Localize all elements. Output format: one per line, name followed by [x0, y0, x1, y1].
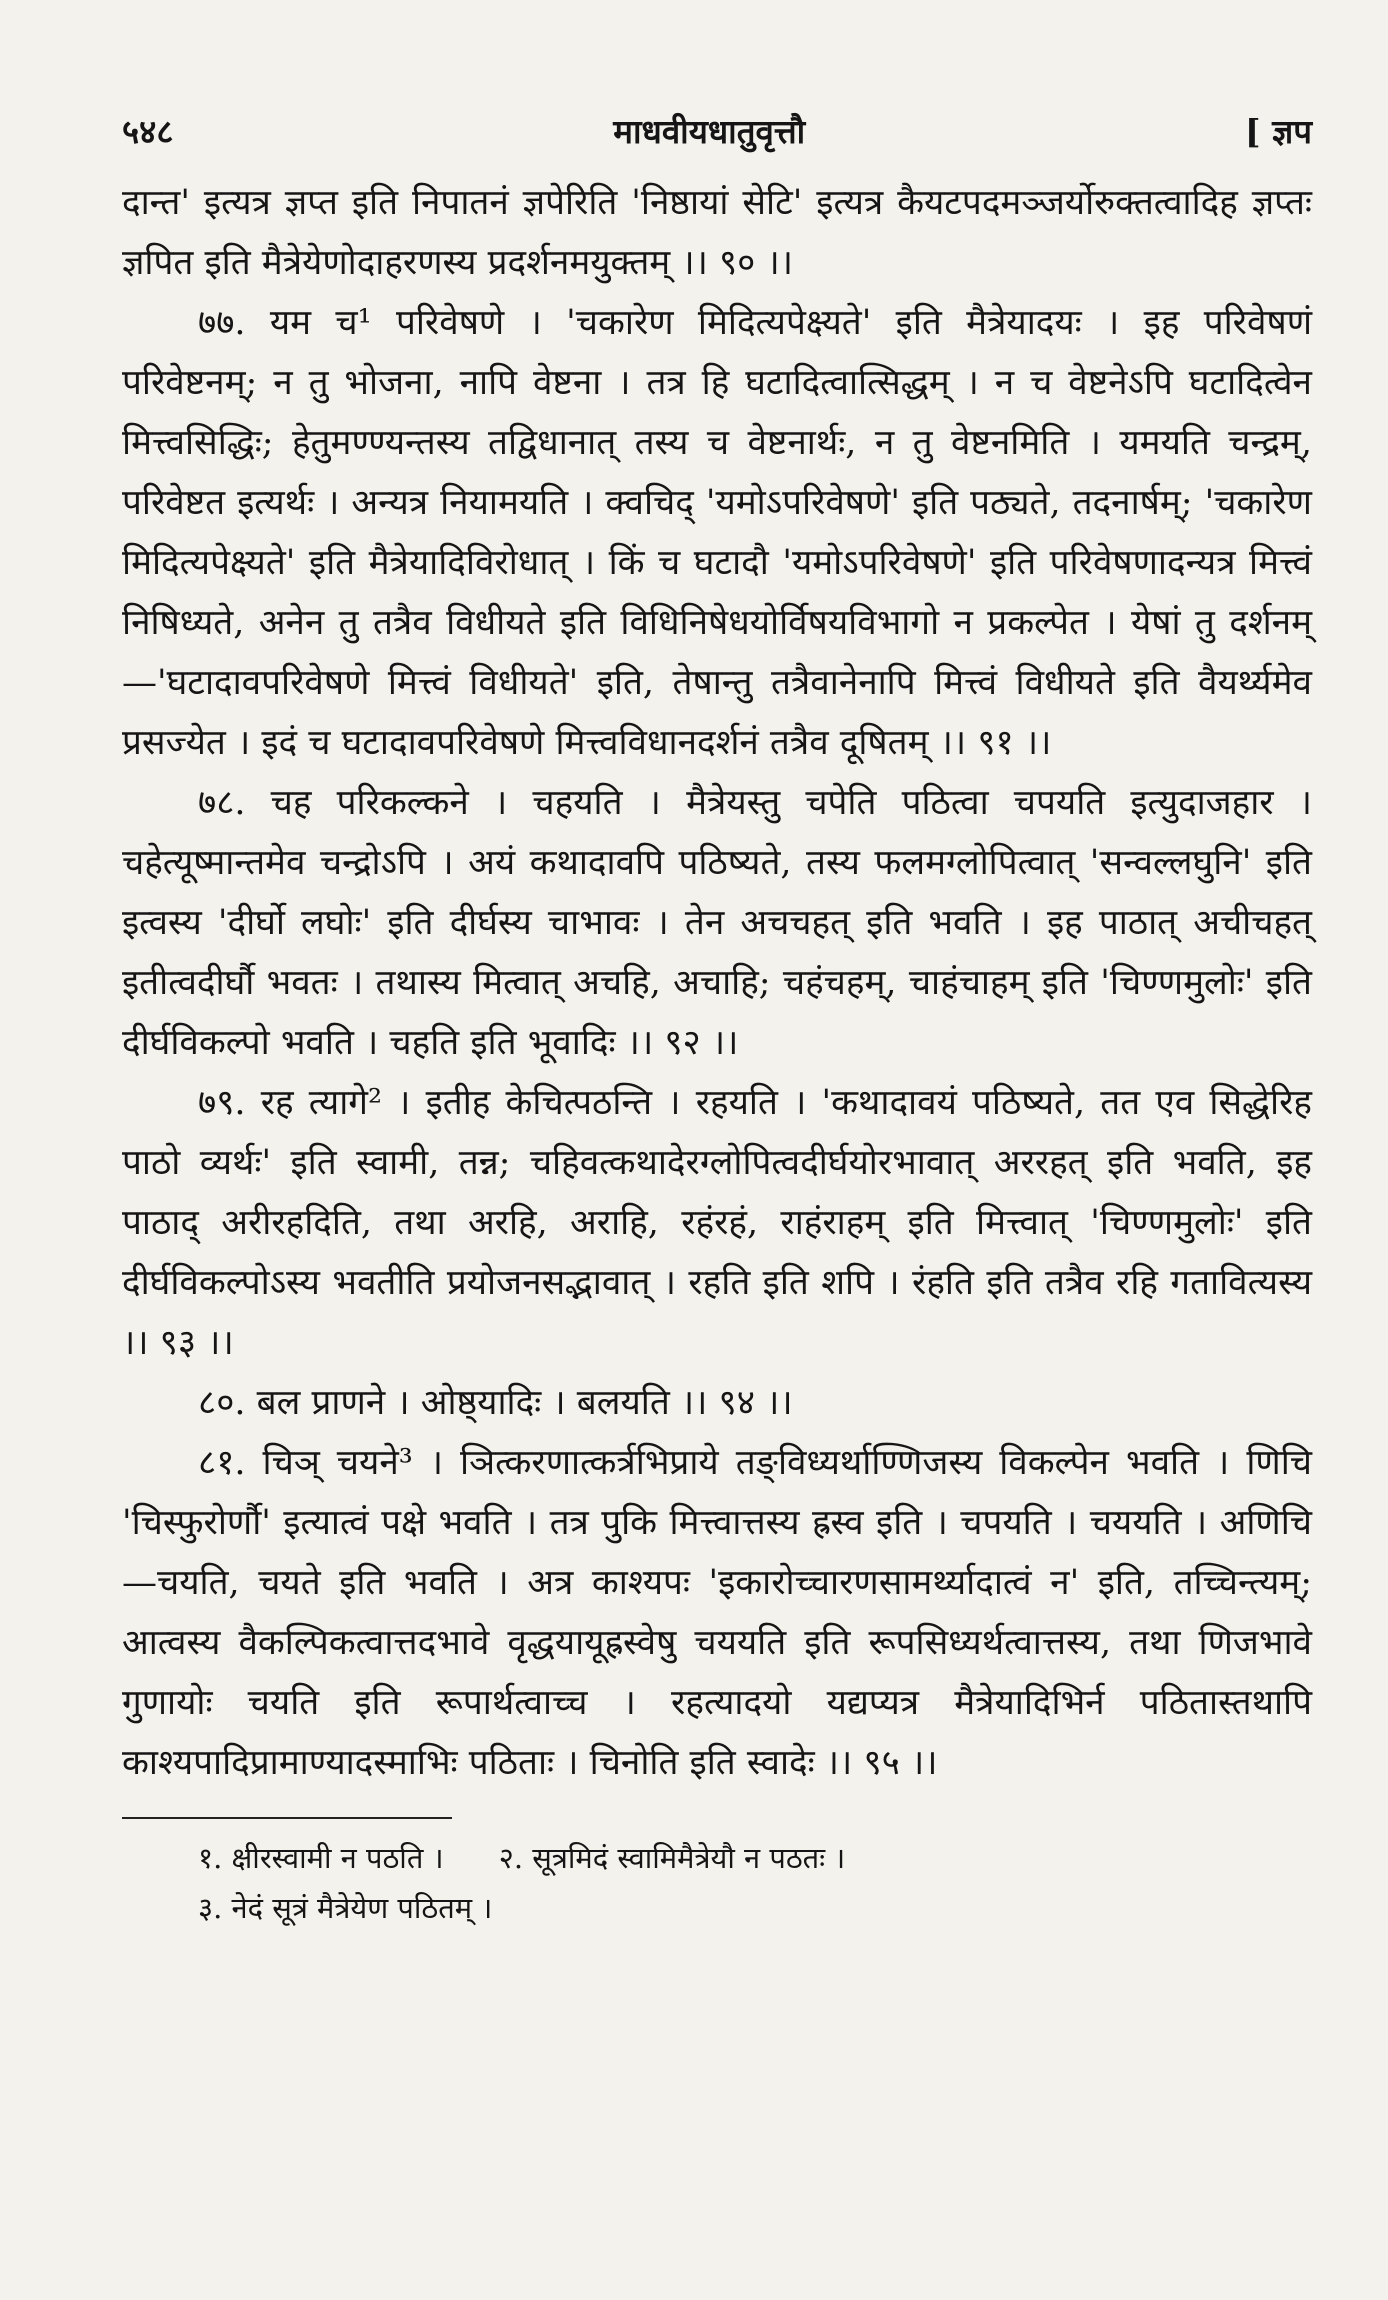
paragraph-sutra-79: ७९. रह त्यागे² । इतीह केचित्पठन्ति । रहयति । 'कथादावयं पठिष्यते, तत एव सिद्धेरिह पाठो व्यर्थः' इति स्वामी, तन्न; चहिवत्कथादेरग्लोपित्वदीर्घयोरभावात् अररहत् इति भवति, इह पाठाद् अरीरहदिति, तथा अरहि, अराहि, रहंरहं, राहंराहम् इति मित्त्वात् 'चिण्णमुलोः' इति दीर्घविकल्पोऽस्य भवतीति प्रयोजनसद्भावात् । रहति इति शपि । रंहति इति तत्रैव रहि गतावित्यस्य ।। ९३ ।। [122, 1083, 1312, 1363]
running-title: माधवीयधातुवृत्तौ [613, 112, 806, 151]
paragraph-sutra-80: ८०. बल प्राणने । ओष्ठ्यादिः । बलयति ।। ९४ ।। [198, 1383, 793, 1423]
running-header [122, 108, 1312, 153]
paragraph-continuation: दान्त' इत्यत्र ज्ञप्त इति निपातनं ज्ञपेरिति 'निष्ठायां सेटि' इत्यत्र कैयटपदमञ्जर्योरुक्तत्वादिह ज्ञप्तः ज्ञपित इति मैत्रेयेणोदाहरणस्य प्रदर्शनमयुक्तम् ।। ९० ।। [122, 183, 1312, 283]
paragraph-sutra-81: ८१. चिञ् चयने³ । ञित्करणात्कर्त्रभिप्राये तङ्विध्यर्थाण्णिजस्य विकल्पेन भवति । णिचि 'चिस्फुरोर्णौ' इत्यात्वं पक्षे भवति । तत्र पुकि मित्त्वात्तस्य ह्रस्व इति । चपयति । चययति । अणिचि—चयति, चयते इति भवति । अत्र काश्यपः 'इकारोच्चारणसामर्थ्यादात्वं न' इति, तच्चिन्त्यम्; आत्वस्य वैकल्पिकत्वात्तदभावे वृद्धयायूह्रस्वेषु चययति इति रूपसिध्यर्थत्वात्तस्य, तथा णिजभावे गुणायोः चयति इति रूपार्थत्वाच्च । रहत्यादयो यद्यप्यत्र मैत्रेयादिभिर्न पठितास्तथापि काश्यपादिप्रामाण्यादस्माभिः पठिताः । चिनोति इति स्वादेः ।। ९५ ।। [122, 1443, 1312, 1783]
footnote-line [122, 1883, 1312, 1933]
page-number: ५४८ [122, 112, 174, 151]
footnote-line [122, 1833, 1312, 1883]
footnote-1: १. क्षीरस्वामी न पठति । [198, 1841, 444, 1875]
document-page [122, 108, 1312, 1933]
footnote-2: २. सूत्रमिदं स्वामिमैत्रेयौ न पठतः । [498, 1841, 846, 1875]
paragraph-sutra-77: ७७. यम च¹ परिवेषणे । 'चकारेण मिदित्यपेक्ष्यते' इति मैत्रेयादयः । इह परिवेषणं परिवेष्टनम्; न तु भोजना, नापि वेष्टना । तत्र हि घटादित्वात्सिद्धम् । न च वेष्टनेऽपि घटादित्वेन मित्त्वसिद्धिः; हेतुमण्ण्यन्तस्य तद्विधानात् तस्य च वेष्टनार्थः, न तु वेष्टनमिति । यमयति चन्द्रम्, परिवेष्टत इत्यर्थः । अन्यत्र नियामयति । क्वचिद् 'यमोऽपरिवेषणे' इति पठ्यते, तदनार्षम्; 'चकारेण मिदित्यपेक्ष्यते' इति मैत्रेयादिविरोधात् । किं च घटादौ 'यमोऽपरिवेषणे' इति परिवेषणादन्यत्र मित्त्वं निषिध्यते, अनेन तु तत्रैव विधीयते इति विधिनिषेधयोर्विषयविभागो न प्रकल्पेत । येषां तु दर्शनम्—'घटादावपरिवेषणे मित्त्वं विधीयते' इति, तेषान्तु तत्रैवानेनापि मित्त्वं विधीयते इति वैयर्थ्यमेव प्रसज्येत । इदं च घटादावपरिवेषणे मित्त्वविधानदर्शनं तत्रैव दूषितम् ।। ९१ ।। [122, 303, 1312, 763]
footnote-3: ३. नेदं सूत्रं मैत्रेयेण पठितम् । [198, 1891, 493, 1925]
section-marker: [ ज्ञप [1244, 112, 1312, 151]
footnote-divider [122, 1817, 452, 1819]
paragraph-sutra-78: ७८. चह परिकल्कने । चहयति । मैत्रेयस्तु चपेति पठित्वा चपयति इत्युदाजहार । चहेत्यूष्मान्तमेव चन्द्रोऽपि । अयं कथादावपि पठिष्यते, तस्य फलमग्लोपित्वात् 'सन्वल्लघुनि' इति इत्वस्य 'दीर्घो लघोः' इति दीर्घस्य चाभावः । तेन अचचहत् इति भवति । इह पाठात् अचीचहत् इतीत्वदीर्घौ भवतः । तथास्य मित्वात् अचहि, अचाहि; चहंचहम्, चाहंचाहम् इति 'चिण्णमुलोः' इति दीर्घविकल्पो भवति । चहति इति भूवादिः ।। ९२ ।। [122, 783, 1312, 1063]
